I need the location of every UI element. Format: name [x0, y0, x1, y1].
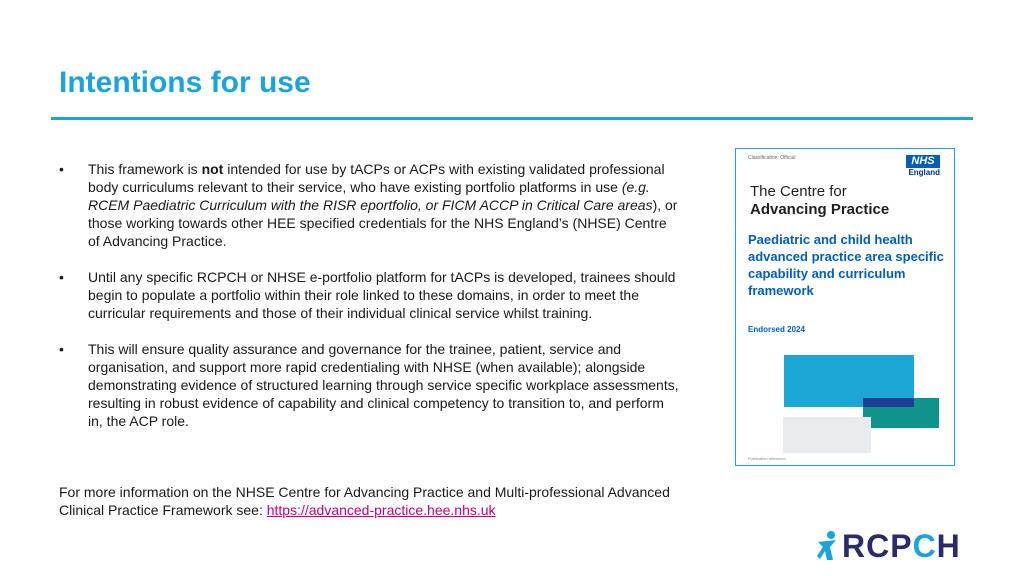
bullet-text: Until any specific RCPCH or NHSE e-portfolio platform for tACPs is developed, trainees should begin to populate a portfolio within their role linked to these domains, in order to meet the curricular requirements and those of their individual clinical service whilst training.	[88, 269, 676, 321]
bullet-item	[59, 160, 679, 250]
cover-graphic-block	[783, 417, 871, 453]
child-figure-icon	[816, 531, 838, 561]
bullet-item	[59, 268, 679, 322]
bullet-marker: •	[59, 269, 64, 285]
wordmark-part-2: C	[912, 528, 937, 564]
footer-text: For more information on the NHSE Centre for Advancing Practice and Multi-professional Advanced Clinical Practice Framework see:	[59, 484, 670, 518]
wordmark-part-1: RCP	[842, 528, 913, 564]
cover-title	[750, 183, 889, 219]
rcpch-wordmark	[842, 530, 961, 562]
bullet-marker: •	[59, 341, 64, 357]
nhs-logo-box: NHS	[906, 155, 940, 168]
title-divider	[51, 117, 973, 120]
cover-endorsed: Endorsed 2024	[748, 325, 805, 334]
cover-classification: Classification: Official	[748, 155, 796, 161]
rcpch-logo	[816, 530, 961, 562]
bullet-text: (e.g. RCEM Paediatric Curriculum with the RISR eportfolio, or FICM ACCP in Critical Care areas	[88, 179, 653, 213]
bullet-marker: •	[59, 161, 64, 177]
bullet-item	[59, 340, 679, 430]
framework-link[interactable]: https://advanced-practice.hee.nhs.uk	[266, 502, 496, 518]
bullet-text: This framework is	[88, 161, 202, 177]
cover-publication-ref: Publication reference:	[748, 456, 787, 461]
bullet-text: not	[201, 161, 224, 177]
cover-graphic-block	[863, 398, 914, 407]
cover-title-line1: The Centre for	[750, 183, 847, 200]
page-title: Intentions for use	[59, 66, 311, 99]
footer-note	[59, 483, 679, 519]
bullet-text: ), or those working towards other HEE specified credentials for the NHS England’s (NHSE) Centre of Advancing Practice.	[88, 197, 678, 249]
bullet-list	[59, 160, 679, 448]
cover-title-line2: Advancing Practice	[750, 201, 890, 218]
cover-subtitle: Paediatric and child health advanced practice area specific capability and curriculum framework	[748, 232, 944, 298]
nhs-region: England	[908, 168, 940, 177]
wordmark-part-3: H	[936, 528, 961, 564]
bullet-text: intended for use by tACPs or ACPs with existing validated professional body curriculums relevant to their service, who have existing portfolio platforms in use	[88, 161, 665, 195]
bullet-text: This will ensure quality assurance and governance for the trainee, patient, service and organisation, and support more rapid credentialing with NHSE (when available); alongside demonstrating evidence of structured learning through service specific workplace assessments, resulting in robust evidence of capability and clinical competency to transition to, and perform in, the ACP role.	[88, 341, 679, 429]
nhs-england-logo	[906, 155, 940, 178]
framework-cover-image	[735, 148, 955, 466]
